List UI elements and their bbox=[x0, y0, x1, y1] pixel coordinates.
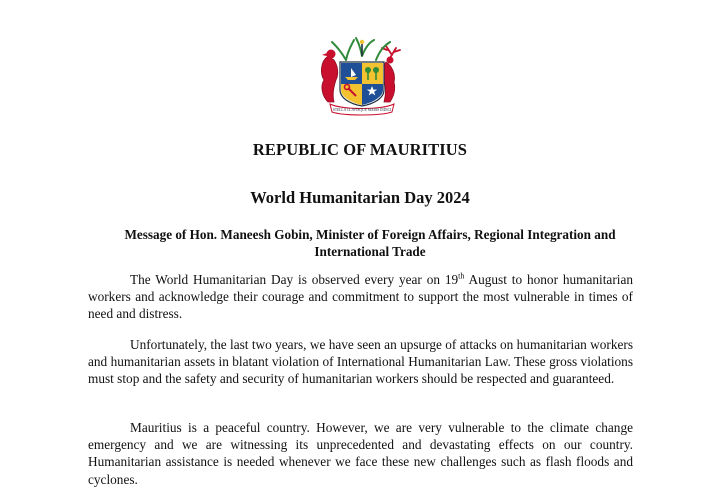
paragraph-1 bbox=[88, 271, 633, 323]
paragraph-3: Mauritius is a peaceful country. However, we are very vulnerable to the climate change emergency and we are witnessing its unprecedented and devastating effects on our country. Humanitarian assistance is needed whenever we face these new challenges such as flash floods and cyclones. bbox=[88, 420, 633, 487]
coat-of-arms-motto: STELLA CLAVISQUE MARIS INDICI bbox=[332, 108, 392, 112]
country-heading: REPUBLIC OF MAURITIUS bbox=[252, 140, 468, 159]
paragraph-1-end: August to honor humanitarian workers and acknowledge their courage and commitment to support the most vulnerable in times of need and distress. bbox=[88, 272, 634, 322]
message-title: Message of Hon. Maneesh Gobin, Minister of Foreign Affairs, Regional Integration and International Trade bbox=[124, 227, 616, 259]
paragraph-1-superscript: th bbox=[458, 271, 465, 281]
coat-of-arms-icon bbox=[312, 32, 412, 116]
paragraph-1-start: The World Humanitarian Day is observed every year on 19 bbox=[130, 272, 459, 287]
event-title: World Humanitarian Day 2024 bbox=[250, 188, 470, 207]
paragraph-2: Unfortunately, the last two years, we have seen an upsurge of attacks on humanitarian workers and humanitarian assets in blatant violation of International Humanitarian Law. These gross violations must stop and the safety and security of humanitarian workers should be respected and guaranteed. bbox=[88, 337, 633, 387]
